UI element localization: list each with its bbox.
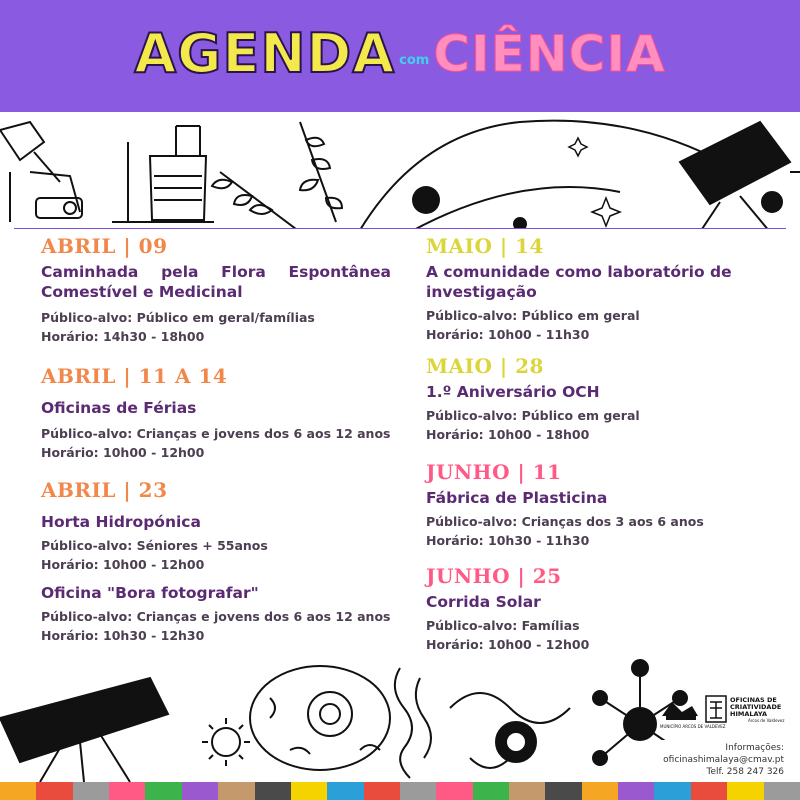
telescope-icon xyxy=(0,678,168,782)
event-audience: Público-alvo: Crianças e jovens dos 6 aos 12 anos xyxy=(41,426,391,441)
event-title: Horta Hidropónica xyxy=(41,513,201,531)
oficinas-logo-line4: Arcos de Valdevez xyxy=(748,718,785,723)
color-strip-segment xyxy=(255,782,291,800)
logo-row xyxy=(658,692,788,732)
contact-label: Informações: xyxy=(725,743,784,753)
color-strip-segment xyxy=(509,782,545,800)
oficinas-logo-line1: OFICINAS DE xyxy=(730,696,777,704)
color-strip-segment xyxy=(618,782,654,800)
poster-title xyxy=(0,22,800,85)
agenda-block xyxy=(426,459,756,550)
science-doodles-top xyxy=(0,112,800,232)
color-strip-segment xyxy=(727,782,763,800)
oficinas-logo-line3: HIMALAYA xyxy=(730,710,768,718)
event-date: MAIO | 28 xyxy=(426,354,544,378)
event-audience: Público-alvo: Séniores + 55anos xyxy=(41,538,268,553)
agenda-block xyxy=(426,233,756,344)
event-audience: Público-alvo: Famílias xyxy=(426,618,580,633)
event-date: JUNHO | 25 xyxy=(426,564,562,588)
header-banner xyxy=(0,0,800,112)
oficinas-logo-line2: CRIATIVIDADE xyxy=(730,703,782,711)
color-strip-segment xyxy=(327,782,363,800)
event-title: Caminhada pela Flora Espontânea Comestível e Medicinal xyxy=(41,263,391,301)
event-title: 1.º Aniversário OCH xyxy=(426,383,600,401)
event-date: JUNHO | 11 xyxy=(426,460,562,484)
agenda-block xyxy=(41,477,391,645)
agenda-block xyxy=(41,363,391,462)
plant-icon xyxy=(212,122,342,232)
color-strip-segment xyxy=(545,782,581,800)
color-strip-segment xyxy=(364,782,400,800)
event-title: Oficinas de Férias xyxy=(41,399,197,417)
municipio-logo-text: MUNICÍPIO ARCOS DE VALDEVEZ xyxy=(660,724,726,729)
color-strip-segment xyxy=(73,782,109,800)
agenda-block xyxy=(426,353,756,444)
contact-info xyxy=(661,740,786,780)
cell-icon xyxy=(250,666,390,770)
title-com: com xyxy=(399,53,430,68)
event-time: Horário: 10h00 - 18h00 xyxy=(426,427,590,442)
title-ciencia: CIÊNCIA xyxy=(433,24,666,83)
color-strip-segment xyxy=(291,782,327,800)
color-strip-segment xyxy=(109,782,145,800)
color-strip xyxy=(0,782,800,800)
color-strip-segment xyxy=(654,782,690,800)
event-audience: Público-alvo: Crianças e jovens dos 6 aos 12 anos xyxy=(41,609,391,624)
event-audience: Público-alvo: Público em geral xyxy=(426,408,640,423)
contact-email[interactable]: oficinashimalaya@cmav.pt xyxy=(663,755,784,765)
logos-svg xyxy=(658,692,788,734)
color-strip-segment xyxy=(582,782,618,800)
color-strip-segment xyxy=(691,782,727,800)
agenda-block xyxy=(426,563,756,654)
color-strip-segment xyxy=(436,782,472,800)
agenda-panel xyxy=(14,228,786,661)
event-time: Horário: 10h00 - 12h00 xyxy=(41,445,205,460)
event-time: Horário: 14h30 - 18h00 xyxy=(41,329,205,344)
event-title: A comunidade como laboratório de investigação xyxy=(426,263,732,301)
color-strip-segment xyxy=(182,782,218,800)
event-time: Horário: 10h30 - 12h30 xyxy=(41,628,205,643)
event-title: Oficina "Bora fotografar" xyxy=(41,584,259,602)
color-strip-segment xyxy=(0,782,36,800)
lab-stand-icon xyxy=(112,126,214,222)
color-strip-segment xyxy=(764,782,800,800)
event-date: MAIO | 14 xyxy=(426,234,544,258)
color-strip-segment xyxy=(218,782,254,800)
color-strip-segment xyxy=(145,782,181,800)
event-date: ABRIL | 09 xyxy=(41,234,168,258)
event-time: Horário: 10h00 - 12h00 xyxy=(41,557,205,572)
virus-icon xyxy=(450,693,570,768)
event-title: Fábrica de Plasticina xyxy=(426,489,608,507)
event-audience: Público-alvo: Público em geral xyxy=(426,308,640,323)
event-date: ABRIL | 11 A 14 xyxy=(41,364,228,388)
event-date: ABRIL | 23 xyxy=(41,478,168,502)
agenda-block xyxy=(41,233,391,346)
event-title: Corrida Solar xyxy=(426,593,541,611)
event-audience: Público-alvo: Crianças dos 3 aos 6 anos xyxy=(426,514,704,529)
event-time: Horário: 10h30 - 11h30 xyxy=(426,533,590,548)
event-audience: Público-alvo: Público em geral/famílias xyxy=(41,310,315,325)
color-strip-segment xyxy=(36,782,72,800)
color-strip-segment xyxy=(400,782,436,800)
title-agenda: AGENDA xyxy=(134,22,396,85)
event-time: Horário: 10h00 - 11h30 xyxy=(426,327,590,342)
color-strip-segment xyxy=(473,782,509,800)
contact-phone: Telf. 258 247 326 xyxy=(706,767,784,777)
event-time: Horário: 10h00 - 12h00 xyxy=(426,637,590,652)
microscope-icon xyxy=(0,122,82,222)
sun-icon xyxy=(202,718,250,766)
oficinas-logo xyxy=(706,696,784,723)
telescope-icon xyxy=(680,122,800,232)
